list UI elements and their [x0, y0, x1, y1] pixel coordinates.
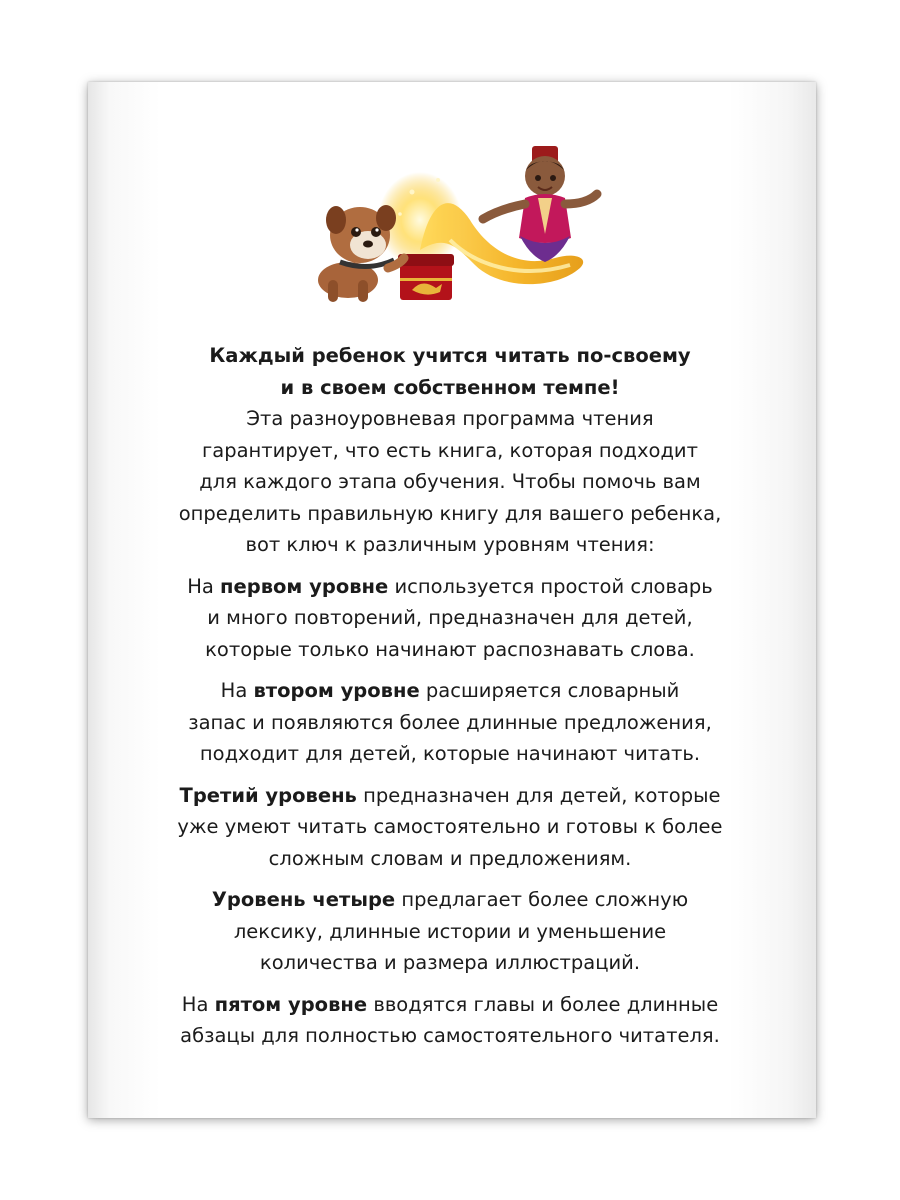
level-1-rest: используется простой словарь [388, 574, 713, 598]
level-3-line-2: уже умеют читать самостоятельно и готовы к более [177, 815, 723, 838]
level-5-paragraph [100, 989, 800, 1052]
illustration-puppy-genie [300, 140, 610, 310]
heading-line-2: и в своем собственном темпе! [280, 375, 620, 399]
level-2-paragraph [100, 675, 800, 770]
intro-line-2: гарантирует, что есть книга, которая подходит [202, 438, 698, 462]
level-4-rest: предлагает более сложную [395, 888, 689, 911]
level-4-line-3: количества и размера иллюстраций. [259, 951, 641, 974]
level-2-line-1 [100, 675, 800, 707]
level-3-term: Третий уровень [179, 783, 357, 807]
level-1-prefix: На [187, 574, 221, 598]
level-4-term: Уровень четыре [211, 888, 396, 911]
level-2-rest: расширяется словарный [419, 679, 680, 702]
intro-line-5: вот ключ к различным уровням чтения: [245, 533, 655, 556]
level-4-line-2: лексику, длинные истории и уменьшение [233, 919, 667, 943]
heading-line-1: Каждый ребенок учится читать по-своему [209, 344, 691, 367]
level-5-term: пятом уровне [214, 992, 368, 1016]
level-1-term: первом уровне [220, 574, 389, 598]
level-1-line-1 [100, 571, 800, 603]
level-3-line-3: сложным словам и предложениям. [268, 846, 632, 870]
level-5-line-2: абзацы для полностью самостоятельного читателя. [180, 1024, 720, 1047]
level-2-line-3: подходит для детей, которые начинают читать. [199, 742, 701, 765]
intro-line-4: определить правильную книгу для вашего ребенка, [178, 501, 722, 525]
level-1-line-2: и много повторений, предназначен для детей, [207, 606, 693, 629]
level-4-paragraph [100, 884, 800, 979]
level-1-paragraph [100, 571, 800, 666]
genie-boy [483, 146, 597, 262]
level-4-line-1 [100, 884, 800, 916]
level-5-line-1 [100, 989, 800, 1021]
intro-line-3: для каждого этапа обучения. Чтобы помочь вам [199, 470, 701, 493]
level-3-rest: предназначен для детей, которые [356, 783, 721, 807]
level-5-rest: вводятся главы и более длинные [367, 992, 719, 1016]
level-3-paragraph [100, 780, 800, 875]
intro-line-1: Эта разноуровневая программа чтения [246, 407, 654, 430]
heading [100, 340, 800, 561]
level-2-term: втором уровне [253, 679, 420, 702]
level-1-line-3: которые только начинают распознавать слова. [205, 637, 695, 661]
level-5-prefix: На [181, 992, 215, 1016]
text-block [100, 340, 800, 1062]
level-2-line-2: запас и появляются более длинные предложения, [188, 710, 712, 734]
level-2-prefix: На [220, 679, 254, 702]
level-3-line-1 [100, 780, 800, 812]
